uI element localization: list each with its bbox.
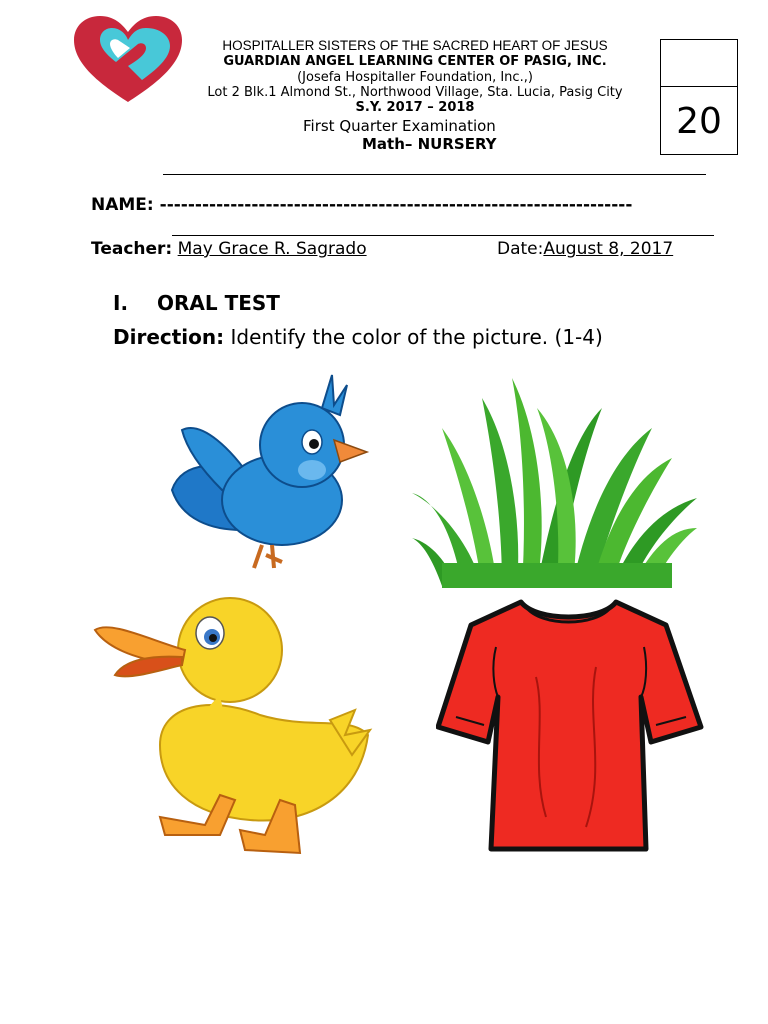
direction-label: Direction: [113,325,225,349]
grass-picture [412,368,702,588]
school-logo [70,14,186,106]
score-total: 20 [676,101,722,142]
header-divider [163,174,706,175]
name-row [91,195,632,215]
header-line-1: HOSPITALLER SISTERS OF THE SACRED HEART OF JESUS [222,38,608,53]
school-year: S.Y. 2017 – 2018 [355,100,475,115]
exam-title: First Quarter Examination [303,117,496,135]
date-value: August 8, 2017 [543,239,674,259]
bird-picture [162,370,372,570]
teacher-label: Teacher: [91,239,173,259]
name-underline [172,235,714,236]
score-box [660,39,738,155]
section-heading [113,291,280,315]
tshirt-picture [436,597,704,855]
date-row [497,239,673,259]
date-label: Date: [497,239,544,259]
header-line-3: (Josefa Hospitaller Foundation, Inc.,) [297,70,533,85]
subject-title: Math– NURSERY [362,135,497,153]
score-field[interactable] [661,40,737,87]
direction-text: Identify the color of the picture. (1-4) [224,325,603,349]
direction-line [113,325,603,349]
section-title: ORAL TEST [157,291,280,315]
header-line-4: Lot 2 Blk.1 Almond St., Northwood Village, Sta. Lucia, Pasig City [207,85,623,100]
header-line-2: GUARDIAN ANGEL LEARNING CENTER OF PASIG, INC. [223,54,607,69]
teacher-name: May Grace R. Sagrado [177,239,367,259]
name-field[interactable]: ------------------------------------------------------------------- [159,195,633,215]
section-number: I. [113,291,129,315]
teacher-row [91,239,367,259]
name-label: NAME: [91,195,154,215]
duck-picture [90,595,375,860]
